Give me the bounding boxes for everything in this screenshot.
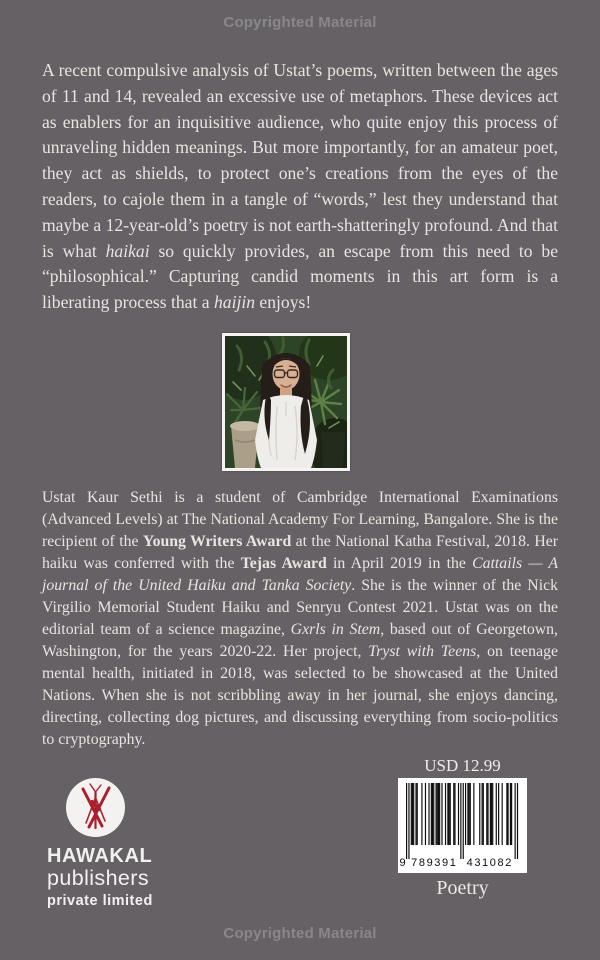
author-photo-frame [222,333,350,471]
publisher-line3: private limited [47,892,153,909]
svg-text:9: 9 [399,857,408,869]
publisher-name: HAWAKAL [47,845,153,867]
svg-text:431082: 431082 [466,857,513,869]
publisher-line2: publishers [47,866,149,890]
genre-label: Poetry [436,877,489,899]
watermark-bottom: Copyrighted Material [223,925,377,942]
watermark-top: Copyrighted Material [223,14,377,31]
synopsis-paragraph: A recent compulsive analysis of Ustat’s poems, written between the ages of 11 and 14, revealed an excessive use of metaphors. These devices act as enablers for an inquisitive audience, who quite enjoy this process of unraveling hidden meanings. But more importantly, for an amateur poet, they act as shields, to protect one’s creations from the eyes of the readers, to cajole them in a tangle of “words,” lest they understand that maybe a 12-year-old’s poetry is not earth-shatteringly profound. And that is what haikai so quickly provides, an escape from this need to be “philosophical.” Capturing candid moments in this art form is a liberating process that a haijin enjoys! [42,60,559,313]
barcode-image [398,778,527,873]
author-photo [225,336,347,468]
author-bio-paragraph: Ustat Kaur Sethi is a student of Cambridge International Examinations (Advanced Levels) at The National Academy For Learning, Bangalore. She is the recipient of the Young Writers Award at the National Katha Festival, 2018. Her haiku was conferred with the Tejas Award in April 2019 in the Cattails — A journal of the United Haiku and Tanka Society. She is the winner of the Nick Virgilio Memorial Student Haiku and Senryu Contest 2021. Ustat was on the editorial team of a science magazine, Gxrls in Stem, based out of Georgetown, Washington, for the years 2020-22. Her project, Tryst with Teens, on teenage mental health, initiated in 2018, was selected to be showcased at the United Nations. When she is not scribbling away in her journal, she enjoys dancing, directing, collecting dog pictures, and discussing everything from socio-politics to cryptography. [42,489,559,748]
publisher-logo-icon [66,778,125,837]
price-label: USD 12.99 [424,756,501,775]
svg-text:789391: 789391 [411,857,458,869]
isbn-barcode [398,778,527,873]
publisher-logo-block [47,778,217,908]
